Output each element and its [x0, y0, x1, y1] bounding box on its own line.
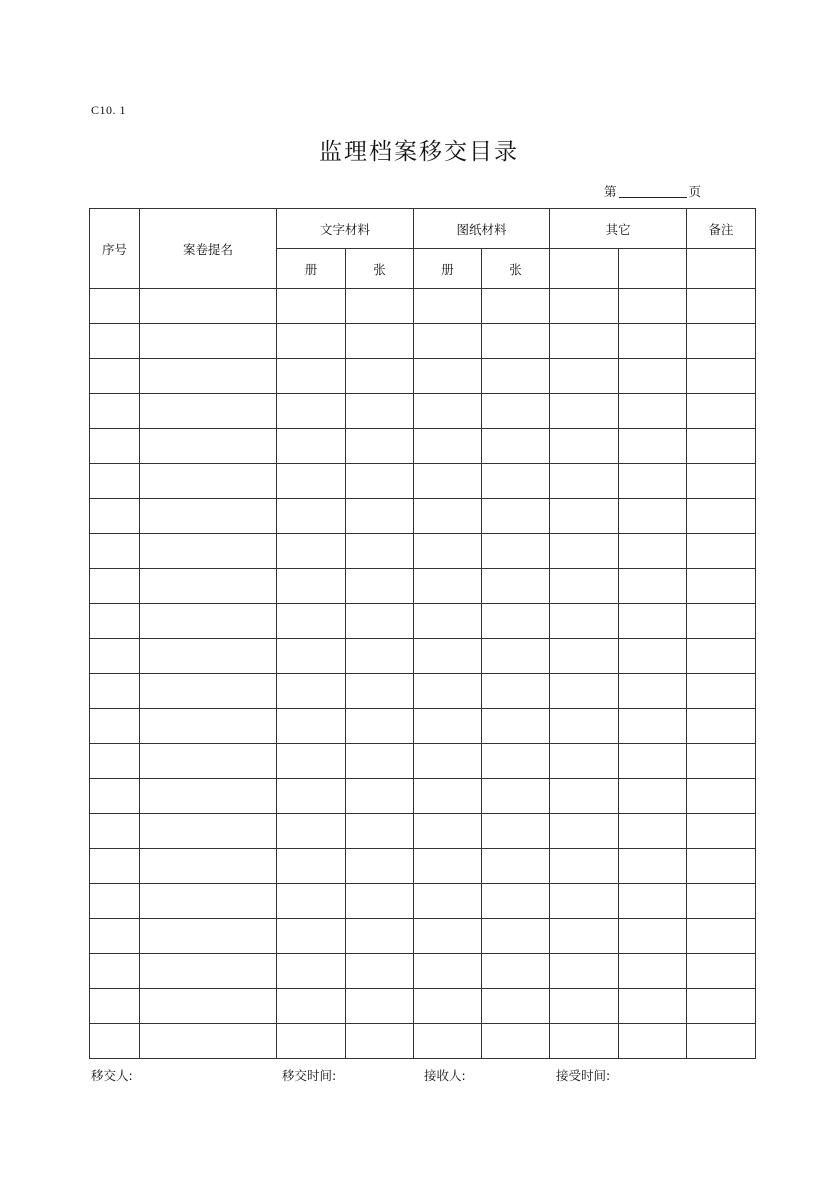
- other-cell-2[interactable]: [619, 849, 687, 884]
- drawing-volumes-cell[interactable]: [414, 709, 482, 744]
- text-sheets-cell[interactable]: [346, 744, 414, 779]
- other-cell-2[interactable]: [619, 359, 687, 394]
- drawing-volumes-cell[interactable]: [414, 289, 482, 324]
- drawing-volumes-cell[interactable]: [414, 954, 482, 989]
- header-drawing-materials: 图纸材料: [414, 209, 550, 249]
- other-cell-1[interactable]: [550, 639, 619, 674]
- volume-title-cell[interactable]: [140, 709, 277, 744]
- seq-cell[interactable]: [90, 954, 140, 989]
- table-row: [90, 394, 756, 429]
- seq-cell[interactable]: [90, 989, 140, 1024]
- other-cell-1[interactable]: [550, 394, 619, 429]
- text-volumes-cell[interactable]: [277, 779, 346, 814]
- drawing-sheets-cell[interactable]: [482, 814, 550, 849]
- other-cell-1[interactable]: [550, 709, 619, 744]
- table-row: [90, 674, 756, 709]
- remarks-cell[interactable]: [687, 534, 756, 569]
- header-row: [90, 209, 756, 249]
- text-volumes-cell[interactable]: [277, 639, 346, 674]
- seq-cell[interactable]: [90, 779, 140, 814]
- other-cell-2[interactable]: [619, 709, 687, 744]
- other-cell-2[interactable]: [619, 814, 687, 849]
- remarks-cell[interactable]: [687, 849, 756, 884]
- drawing-sheets-cell[interactable]: [482, 639, 550, 674]
- drawing-sheets-cell[interactable]: [482, 324, 550, 359]
- volume-title-cell[interactable]: [140, 849, 277, 884]
- remarks-cell[interactable]: [687, 569, 756, 604]
- drawing-sheets-cell[interactable]: [482, 569, 550, 604]
- table-row: [90, 779, 756, 814]
- form-code: C10. 1: [91, 103, 127, 117]
- remarks-cell[interactable]: [687, 359, 756, 394]
- volume-title-cell[interactable]: [140, 884, 277, 919]
- header-remarks: 备注: [687, 209, 756, 249]
- drawing-volumes-cell[interactable]: [414, 499, 482, 534]
- seq-cell[interactable]: [90, 429, 140, 464]
- seq-cell[interactable]: [90, 1024, 140, 1059]
- text-volumes-cell[interactable]: [277, 849, 346, 884]
- text-sheets-cell[interactable]: [346, 289, 414, 324]
- volume-title-cell[interactable]: [140, 674, 277, 709]
- drawing-sheets-cell[interactable]: [482, 604, 550, 639]
- catalog-table: [89, 208, 756, 1059]
- drawing-volumes-cell[interactable]: [414, 779, 482, 814]
- transfer-time-label: 移交时间:: [282, 1068, 337, 1083]
- header-text-materials: 文字材料: [277, 209, 414, 249]
- text-sheets-cell[interactable]: [346, 989, 414, 1024]
- text-volumes-cell[interactable]: [277, 709, 346, 744]
- other-cell-1[interactable]: [550, 779, 619, 814]
- drawing-sheets-cell[interactable]: [482, 394, 550, 429]
- seq-cell[interactable]: [90, 604, 140, 639]
- other-cell-2[interactable]: [619, 569, 687, 604]
- table-row: [90, 744, 756, 779]
- text-volumes-cell[interactable]: [277, 394, 346, 429]
- text-sheets-cell[interactable]: [346, 674, 414, 709]
- table-row: [90, 709, 756, 744]
- receiver-label: 接收人:: [424, 1068, 466, 1083]
- text-volumes-cell[interactable]: [277, 884, 346, 919]
- text-sheets-cell[interactable]: [346, 534, 414, 569]
- drawing-volumes-cell[interactable]: [414, 429, 482, 464]
- other-cell-1[interactable]: [550, 1024, 619, 1059]
- remarks-cell[interactable]: [687, 464, 756, 499]
- header-other: 其它: [550, 209, 687, 249]
- seq-cell[interactable]: [90, 359, 140, 394]
- other-cell-2[interactable]: [619, 989, 687, 1024]
- other-cell-2[interactable]: [619, 534, 687, 569]
- volume-title-cell[interactable]: [140, 919, 277, 954]
- remarks-cell[interactable]: [687, 709, 756, 744]
- table-row: [90, 569, 756, 604]
- text-volumes-cell[interactable]: [277, 989, 346, 1024]
- other-cell-1[interactable]: [550, 569, 619, 604]
- drawing-volumes-cell[interactable]: [414, 744, 482, 779]
- other-cell-2[interactable]: [619, 289, 687, 324]
- remarks-cell[interactable]: [687, 324, 756, 359]
- drawing-sheets-cell[interactable]: [482, 1024, 550, 1059]
- page-number: [604, 182, 701, 200]
- drawing-volumes-cell[interactable]: [414, 569, 482, 604]
- volume-title-cell[interactable]: [140, 289, 277, 324]
- other-cell-2[interactable]: [619, 954, 687, 989]
- remarks-cell[interactable]: [687, 919, 756, 954]
- volume-title-cell[interactable]: [140, 499, 277, 534]
- volume-title-cell[interactable]: [140, 1024, 277, 1059]
- other-cell-2[interactable]: [619, 324, 687, 359]
- other-cell-2[interactable]: [619, 499, 687, 534]
- drawing-sheets-cell[interactable]: [482, 429, 550, 464]
- table-row: [90, 849, 756, 884]
- receive-time-label: 接受时间:: [556, 1068, 611, 1083]
- table-row: [90, 884, 756, 919]
- text-volumes-cell[interactable]: [277, 324, 346, 359]
- table-row: [90, 954, 756, 989]
- other-cell-2[interactable]: [619, 429, 687, 464]
- drawing-sheets-cell[interactable]: [482, 464, 550, 499]
- remarks-cell[interactable]: [687, 1024, 756, 1059]
- table-row: [90, 289, 756, 324]
- header-text-volumes: 册: [277, 249, 346, 289]
- table-row: [90, 639, 756, 674]
- text-volumes-cell[interactable]: [277, 569, 346, 604]
- volume-title-cell[interactable]: [140, 359, 277, 394]
- text-sheets-cell[interactable]: [346, 429, 414, 464]
- text-volumes-cell[interactable]: [277, 954, 346, 989]
- text-sheets-cell[interactable]: [346, 499, 414, 534]
- drawing-sheets-cell[interactable]: [482, 779, 550, 814]
- drawing-sheets-cell[interactable]: [482, 289, 550, 324]
- header-drawing-volumes: 册: [414, 249, 482, 289]
- header-drawing-sheets: 张: [482, 249, 550, 289]
- seq-cell[interactable]: [90, 814, 140, 849]
- seq-cell[interactable]: [90, 324, 140, 359]
- other-cell-1[interactable]: [550, 429, 619, 464]
- other-cell-2[interactable]: [619, 884, 687, 919]
- text-volumes-cell[interactable]: [277, 1024, 346, 1059]
- volume-title-cell[interactable]: [140, 989, 277, 1024]
- volume-title-cell[interactable]: [140, 569, 277, 604]
- drawing-sheets-cell[interactable]: [482, 359, 550, 394]
- drawing-sheets-cell[interactable]: [482, 499, 550, 534]
- table-row: [90, 989, 756, 1024]
- seq-cell[interactable]: [90, 464, 140, 499]
- seq-cell[interactable]: [90, 289, 140, 324]
- text-volumes-cell[interactable]: [277, 359, 346, 394]
- drawing-volumes-cell[interactable]: [414, 534, 482, 569]
- text-sheets-cell[interactable]: [346, 604, 414, 639]
- text-volumes-cell[interactable]: [277, 674, 346, 709]
- remarks-cell[interactable]: [687, 779, 756, 814]
- text-volumes-cell[interactable]: [277, 744, 346, 779]
- header-other-col1: [550, 249, 619, 289]
- text-volumes-cell[interactable]: [277, 534, 346, 569]
- other-cell-1[interactable]: [550, 464, 619, 499]
- other-cell-1[interactable]: [550, 744, 619, 779]
- text-sheets-cell[interactable]: [346, 639, 414, 674]
- drawing-volumes-cell[interactable]: [414, 1024, 482, 1059]
- text-volumes-cell[interactable]: [277, 464, 346, 499]
- other-cell-1[interactable]: [550, 674, 619, 709]
- text-volumes-cell[interactable]: [277, 814, 346, 849]
- drawing-volumes-cell[interactable]: [414, 919, 482, 954]
- remarks-cell[interactable]: [687, 639, 756, 674]
- volume-title-cell[interactable]: [140, 394, 277, 429]
- page-suffix: 页: [688, 184, 702, 199]
- drawing-volumes-cell[interactable]: [414, 884, 482, 919]
- other-cell-1[interactable]: [550, 884, 619, 919]
- text-sheets-cell[interactable]: [346, 1024, 414, 1059]
- seq-cell[interactable]: [90, 639, 140, 674]
- text-volumes-cell[interactable]: [277, 919, 346, 954]
- remarks-cell[interactable]: [687, 499, 756, 534]
- other-cell-2[interactable]: [619, 674, 687, 709]
- other-cell-1[interactable]: [550, 989, 619, 1024]
- volume-title-cell[interactable]: [140, 814, 277, 849]
- other-cell-1[interactable]: [550, 534, 619, 569]
- seq-cell[interactable]: [90, 709, 140, 744]
- text-sheets-cell[interactable]: [346, 884, 414, 919]
- text-sheets-cell[interactable]: [346, 954, 414, 989]
- text-volumes-cell[interactable]: [277, 604, 346, 639]
- text-sheets-cell[interactable]: [346, 394, 414, 429]
- remarks-cell[interactable]: [687, 744, 756, 779]
- drawing-volumes-cell[interactable]: [414, 359, 482, 394]
- other-cell-1[interactable]: [550, 289, 619, 324]
- drawing-volumes-cell[interactable]: [414, 674, 482, 709]
- text-sheets-cell[interactable]: [346, 359, 414, 394]
- header-volume-title: 案卷提名: [140, 209, 277, 289]
- text-sheets-cell[interactable]: [346, 779, 414, 814]
- drawing-sheets-cell[interactable]: [482, 989, 550, 1024]
- other-cell-2[interactable]: [619, 744, 687, 779]
- other-cell-2[interactable]: [619, 919, 687, 954]
- volume-title-cell[interactable]: [140, 744, 277, 779]
- page-prefix: 第: [604, 184, 617, 199]
- other-cell-1[interactable]: [550, 919, 619, 954]
- other-cell-2[interactable]: [619, 779, 687, 814]
- volume-title-cell[interactable]: [140, 779, 277, 814]
- remarks-cell[interactable]: [687, 989, 756, 1024]
- volume-title-cell[interactable]: [140, 324, 277, 359]
- text-sheets-cell[interactable]: [346, 709, 414, 744]
- remarks-cell[interactable]: [687, 814, 756, 849]
- seq-cell[interactable]: [90, 569, 140, 604]
- remarks-cell[interactable]: [687, 289, 756, 324]
- drawing-volumes-cell[interactable]: [414, 849, 482, 884]
- remarks-cell[interactable]: [687, 429, 756, 464]
- table-row: [90, 604, 756, 639]
- header-seq: 序号: [90, 209, 140, 289]
- other-cell-1[interactable]: [550, 359, 619, 394]
- remarks-cell[interactable]: [687, 884, 756, 919]
- volume-title-cell[interactable]: [140, 464, 277, 499]
- other-cell-2[interactable]: [619, 394, 687, 429]
- seq-cell[interactable]: [90, 394, 140, 429]
- text-volumes-cell[interactable]: [277, 429, 346, 464]
- volume-title-cell[interactable]: [140, 639, 277, 674]
- other-cell-2[interactable]: [619, 464, 687, 499]
- text-sheets-cell[interactable]: [346, 464, 414, 499]
- text-sheets-cell[interactable]: [346, 324, 414, 359]
- other-cell-1[interactable]: [550, 499, 619, 534]
- text-volumes-cell[interactable]: [277, 499, 346, 534]
- remarks-cell[interactable]: [687, 674, 756, 709]
- volume-title-cell[interactable]: [140, 604, 277, 639]
- drawing-sheets-cell[interactable]: [482, 674, 550, 709]
- volume-title-cell[interactable]: [140, 429, 277, 464]
- seq-cell[interactable]: [90, 534, 140, 569]
- table-row: [90, 499, 756, 534]
- remarks-cell[interactable]: [687, 954, 756, 989]
- drawing-volumes-cell[interactable]: [414, 394, 482, 429]
- table-row: [90, 324, 756, 359]
- seq-cell[interactable]: [90, 674, 140, 709]
- header-other-col2: [619, 249, 687, 289]
- document-title: 监理档案移交目录: [319, 139, 519, 165]
- other-cell-1[interactable]: [550, 814, 619, 849]
- other-cell-1[interactable]: [550, 604, 619, 639]
- seq-cell[interactable]: [90, 744, 140, 779]
- drawing-sheets-cell[interactable]: [482, 534, 550, 569]
- table-row: [90, 814, 756, 849]
- table-row: [90, 1024, 756, 1059]
- other-cell-1[interactable]: [550, 849, 619, 884]
- drawing-sheets-cell[interactable]: [482, 744, 550, 779]
- volume-title-cell[interactable]: [140, 954, 277, 989]
- drawing-volumes-cell[interactable]: [414, 989, 482, 1024]
- drawing-volumes-cell[interactable]: [414, 604, 482, 639]
- seq-cell[interactable]: [90, 849, 140, 884]
- other-cell-1[interactable]: [550, 324, 619, 359]
- drawing-sheets-cell[interactable]: [482, 849, 550, 884]
- other-cell-1[interactable]: [550, 954, 619, 989]
- text-sheets-cell[interactable]: [346, 919, 414, 954]
- text-sheets-cell[interactable]: [346, 569, 414, 604]
- page-number-blank[interactable]: [619, 185, 687, 198]
- drawing-volumes-cell[interactable]: [414, 324, 482, 359]
- text-volumes-cell[interactable]: [277, 289, 346, 324]
- header-text-sheets: 张: [346, 249, 414, 289]
- drawing-sheets-cell[interactable]: [482, 884, 550, 919]
- table-row: [90, 429, 756, 464]
- text-sheets-cell[interactable]: [346, 849, 414, 884]
- table-row: [90, 359, 756, 394]
- remarks-cell[interactable]: [687, 604, 756, 639]
- table-row: [90, 464, 756, 499]
- other-cell-2[interactable]: [619, 1024, 687, 1059]
- table-row: [90, 919, 756, 954]
- transferor-label: 移交人:: [91, 1068, 133, 1083]
- text-sheets-cell[interactable]: [346, 814, 414, 849]
- other-cell-2[interactable]: [619, 639, 687, 674]
- drawing-volumes-cell[interactable]: [414, 639, 482, 674]
- drawing-volumes-cell[interactable]: [414, 814, 482, 849]
- seq-cell[interactable]: [90, 884, 140, 919]
- other-cell-2[interactable]: [619, 604, 687, 639]
- remarks-cell[interactable]: [687, 394, 756, 429]
- volume-title-cell[interactable]: [140, 534, 277, 569]
- drawing-sheets-cell[interactable]: [482, 954, 550, 989]
- drawing-sheets-cell[interactable]: [482, 709, 550, 744]
- drawing-volumes-cell[interactable]: [414, 464, 482, 499]
- seq-cell[interactable]: [90, 499, 140, 534]
- header-remarks-sub: [687, 249, 756, 289]
- drawing-sheets-cell[interactable]: [482, 919, 550, 954]
- seq-cell[interactable]: [90, 919, 140, 954]
- table-row: [90, 534, 756, 569]
